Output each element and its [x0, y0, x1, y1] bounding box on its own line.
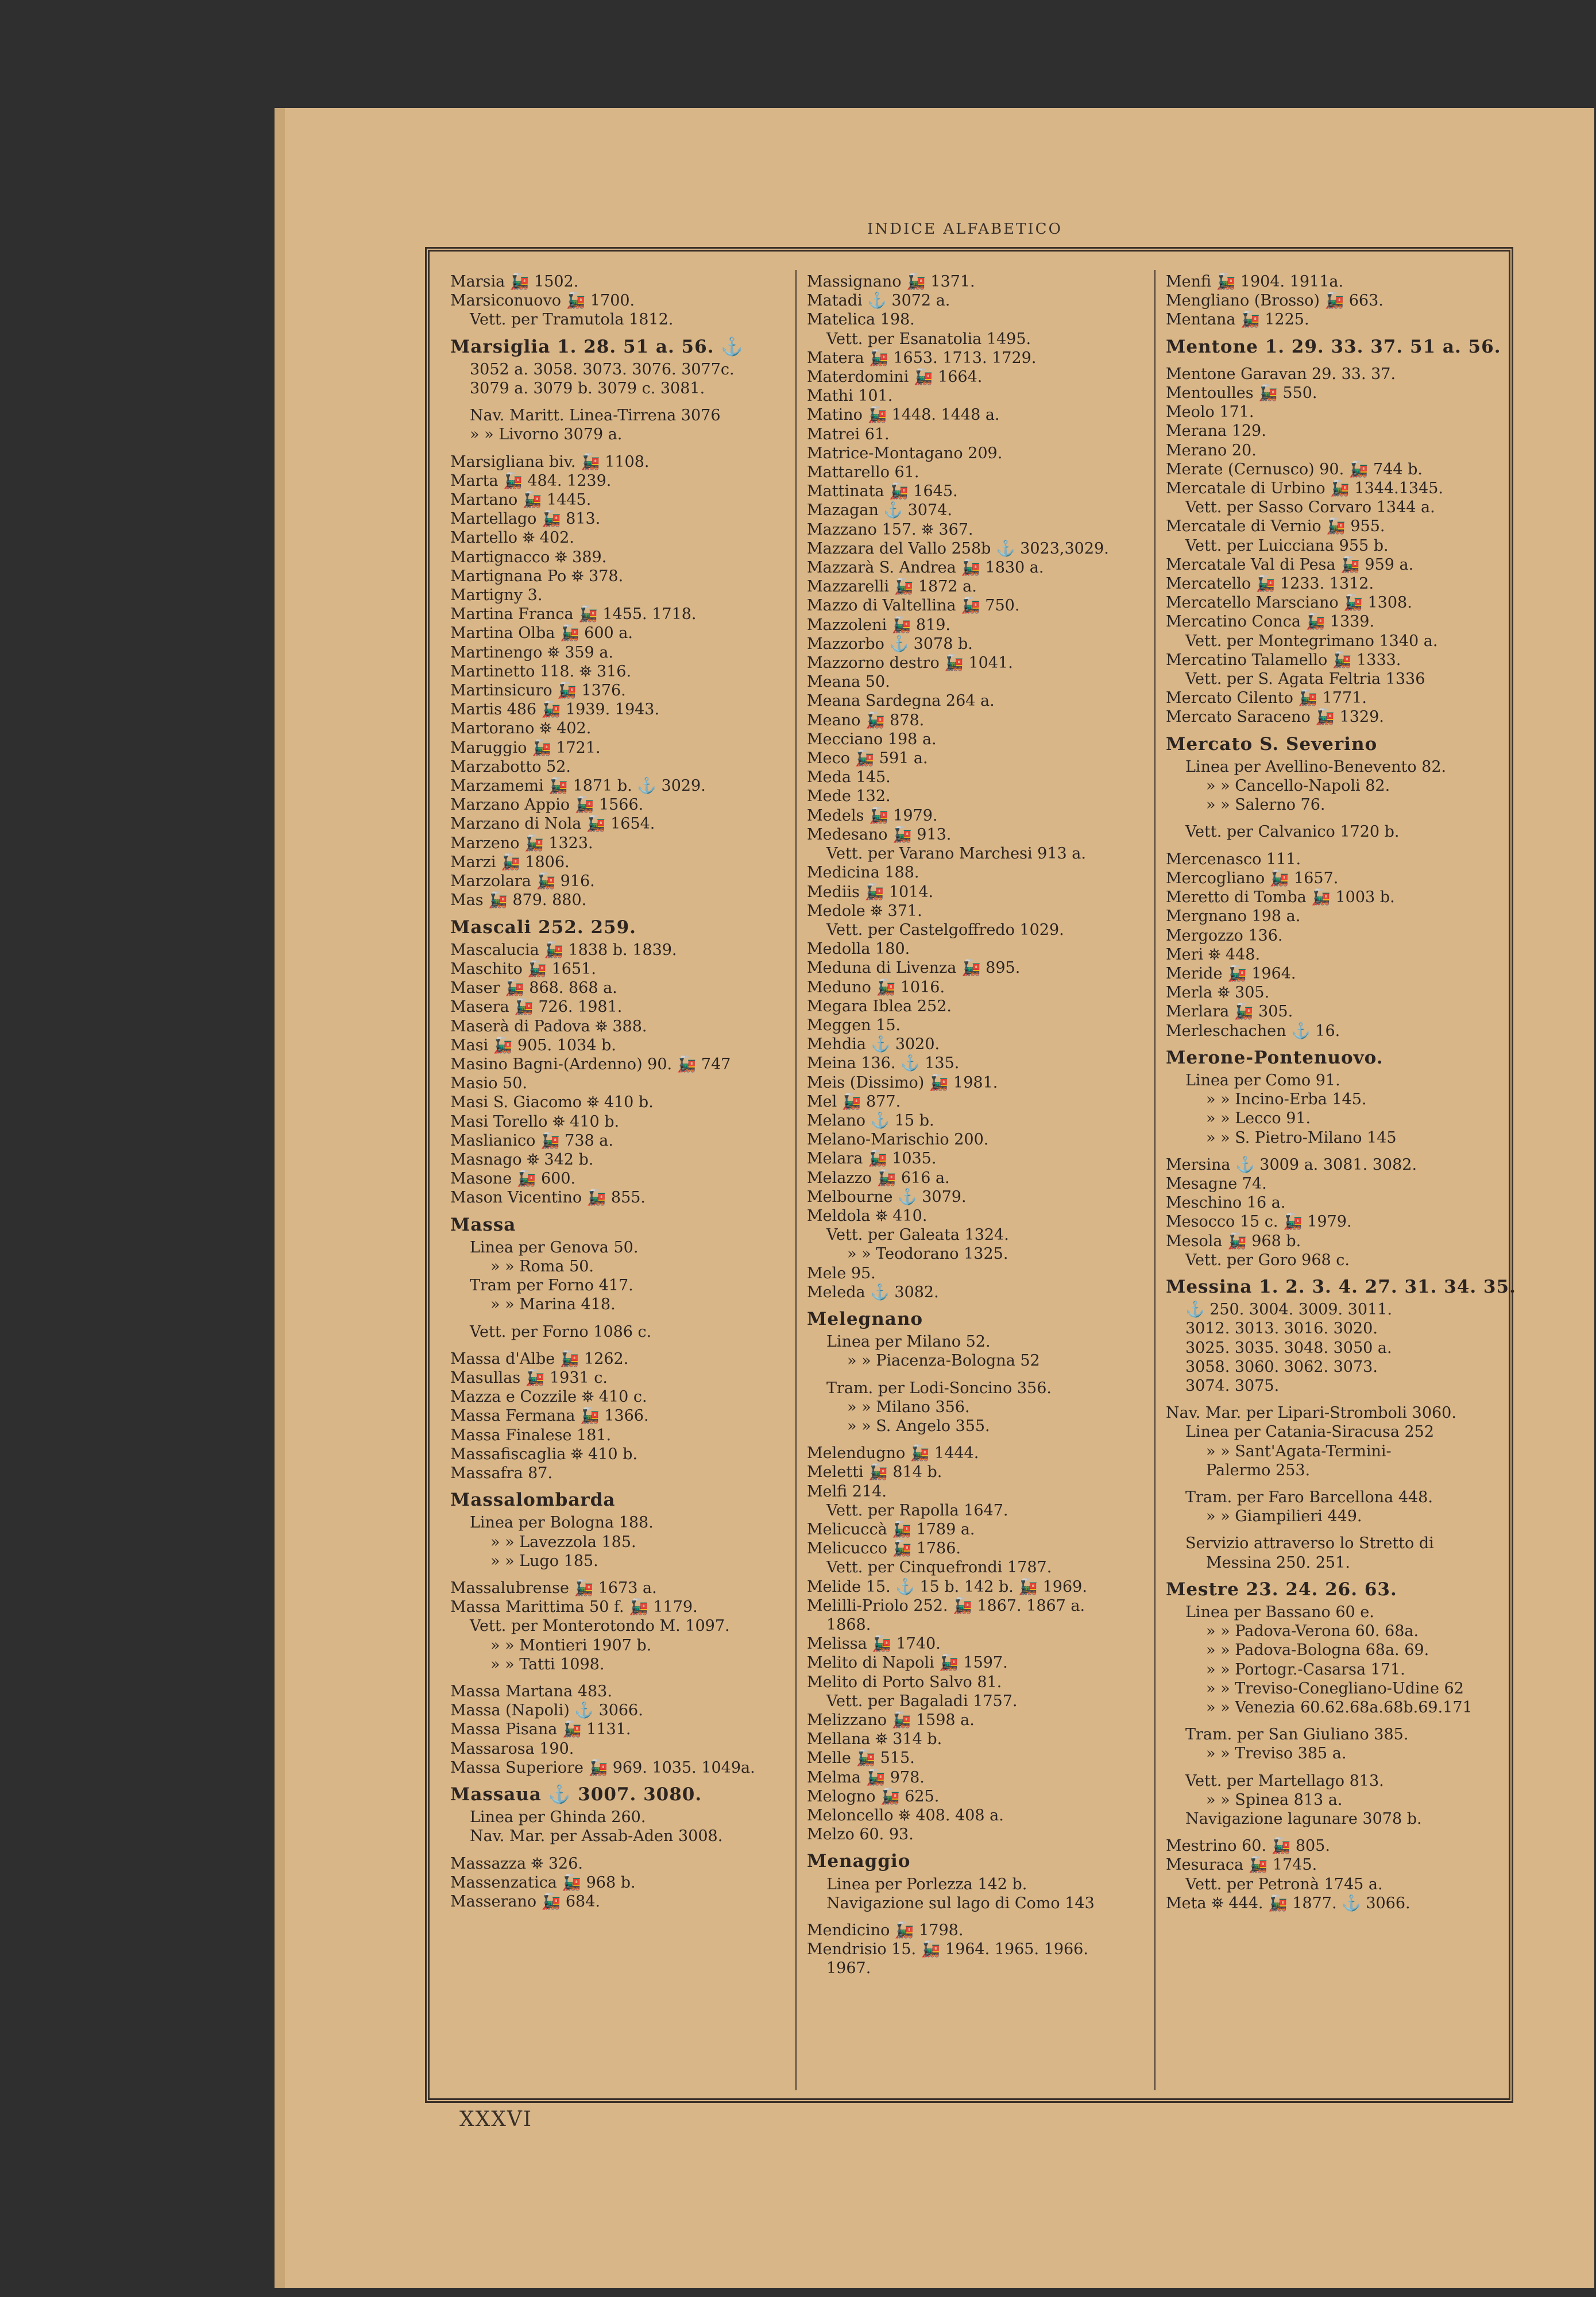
- index-entry: Martinetto 118. ⛯ 316.: [450, 662, 632, 680]
- index-entry: Palermo 253.: [1206, 1461, 1311, 1479]
- index-entry: Meana 50.: [807, 673, 890, 691]
- index-entry: Mazzarà S. Andrea 🚂 1830 a.: [807, 559, 1044, 577]
- index-entry: » » Piacenza-Bologna 52: [847, 1352, 1040, 1370]
- index-heading: Mascali 252. 259.: [450, 917, 636, 938]
- index-heading: Massalombarda: [450, 1490, 616, 1511]
- index-entry: Maslianico 🚂 738 a.: [450, 1131, 613, 1150]
- index-entry: 3025. 3035. 3048. 3050 a.: [1185, 1339, 1392, 1357]
- index-entry: Mercatale di Vernio 🚂 955.: [1166, 517, 1385, 536]
- index-entry: » » Livorno 3079 a.: [470, 426, 623, 444]
- index-entry: » » S. Angelo 355.: [847, 1417, 990, 1435]
- index-entry: Vett. per Varano Marchesi 913 a.: [826, 845, 1086, 863]
- index-entry: Mathi 101.: [807, 387, 893, 405]
- index-entry: » » Lecco 91.: [1206, 1109, 1311, 1128]
- index-entry: Mercatale di Urbino 🚂 1344.1345.: [1166, 479, 1443, 498]
- index-entry: » » Giampilieri 449.: [1206, 1507, 1362, 1526]
- index-entry: Mercogliano 🚂 1657.: [1166, 869, 1339, 887]
- index-entry: 3058. 3060. 3062. 3073.: [1185, 1358, 1378, 1376]
- index-entry: Merla ⛯ 305.: [1166, 984, 1270, 1002]
- index-entry: Melano ⚓ 15 b.: [807, 1111, 934, 1130]
- index-entry: » » Spinea 813 a.: [1206, 1791, 1343, 1809]
- index-entry: Vett. per Tramutola 1812.: [470, 311, 674, 329]
- index-entry: Mercenasco 111.: [1166, 850, 1301, 868]
- index-entry: Mazzarelli 🚂 1872 a.: [807, 578, 977, 596]
- index-entry: Meolo 171.: [1166, 403, 1254, 421]
- index-entry: Martigny 3.: [450, 586, 543, 605]
- index-entry: Matadi ⚓ 3072 a.: [807, 292, 950, 310]
- index-entry: Vett. per Sasso Corvaro 1344 a.: [1185, 498, 1435, 517]
- index-entry: Mazagan ⚓ 3074.: [807, 501, 952, 520]
- index-entry: 3052 a. 3058. 3073. 3076. 3077c.: [470, 360, 735, 378]
- index-entry: Navigazione sul lago di Como 143: [826, 1894, 1095, 1912]
- index-entry: Massazza ⛯ 326.: [450, 1854, 583, 1873]
- index-entry: Melide 15. ⚓ 15 b. 142 b. 🚂 1969.: [807, 1577, 1087, 1596]
- index-entry: Meri ⛯ 448.: [1166, 945, 1261, 964]
- index-entry: Massafiscaglia ⛯ 410 b.: [450, 1445, 638, 1463]
- index-heading: Massa: [450, 1214, 516, 1235]
- column-separator: [795, 270, 797, 2090]
- index-entry: » » Treviso-Conegliano-Udine 62: [1206, 1679, 1464, 1697]
- index-entry: Massignano 🚂 1371.: [807, 273, 975, 291]
- index-heading: Marsiglia 1. 28. 51 a. 56. ⚓: [450, 336, 744, 357]
- index-entry: Vett. per S. Agata Feltria 1336: [1185, 670, 1425, 689]
- index-entry: Melizzano 🚂 1598 a.: [807, 1711, 975, 1730]
- index-entry: Masi Torello ⛯ 410 b.: [450, 1112, 620, 1131]
- index-entry: Masi S. Giacomo ⛯ 410 b.: [450, 1093, 654, 1112]
- index-entry: Melicuccà 🚂 1789 a.: [807, 1521, 975, 1538]
- index-column-2: [807, 272, 1149, 1978]
- index-entry: Meloncello ⛯ 408. 408 a.: [807, 1807, 1004, 1825]
- index-entry: Massa d'Albe 🚂 1262.: [450, 1349, 629, 1368]
- index-entry: Mercatello 🚂 1233. 1312.: [1166, 575, 1374, 593]
- index-entry: Meano 🚂 878.: [807, 711, 925, 729]
- index-entry: Merate (Cernusco) 90. 🚂 744 b.: [1166, 460, 1423, 478]
- index-entry: » » Teodorano 1325.: [847, 1245, 1008, 1263]
- index-entry: Melle 🚂 515.: [807, 1749, 915, 1768]
- index-entry: Materdomini 🚂 1664.: [807, 368, 983, 386]
- index-entry: 3012. 3013. 3016. 3020.: [1185, 1320, 1378, 1338]
- index-entry: Mazzo di Valtellina 🚂 750.: [807, 597, 1020, 615]
- index-entry: Marsigliana biv. 🚂 1108.: [450, 453, 650, 471]
- index-entry: Vett. per Petronà 1745 a.: [1185, 1875, 1383, 1893]
- index-entry: Mengliano (Brosso) 🚂 663.: [1166, 292, 1384, 310]
- index-entry: Mattarello 61.: [807, 463, 919, 482]
- index-entry: Vett. per Luicciana 955 b.: [1185, 536, 1389, 555]
- index-entry: Martello ⛯ 402.: [450, 529, 574, 547]
- index-entry: Meletti 🚂 814 b.: [807, 1463, 942, 1482]
- index-heading: Massaua ⚓ 3007. 3080.: [450, 1784, 702, 1805]
- index-entry: » » Padova-Bologna 68a. 69.: [1206, 1641, 1429, 1660]
- index-entry: Mazzara del Vallo 258b ⚓ 3023,3029.: [807, 539, 1109, 558]
- index-entry: Tram. per Lodi-Soncino 356.: [826, 1379, 1052, 1397]
- index-entry: Meduno 🚂 1016.: [807, 978, 945, 996]
- index-heading: Merone-Pontenuovo.: [1166, 1047, 1384, 1068]
- index-entry: Meda 145.: [807, 768, 891, 787]
- index-entry: Marsia 🚂 1502.: [450, 273, 579, 291]
- index-entry: Mercatale Val di Pesa 🚂 959 a.: [1166, 555, 1414, 574]
- index-entry: Melicucco 🚂 1786.: [807, 1540, 961, 1558]
- index-entry: Mentana 🚂 1225.: [1166, 311, 1309, 329]
- index-entry: Mercatino Talamello 🚂 1333.: [1166, 651, 1401, 669]
- index-entry: Mazzano 157. ⛯ 367.: [807, 520, 973, 539]
- index-entry: Martellago 🚂 813.: [450, 510, 601, 528]
- index-entry: Mattinata 🚂 1645.: [807, 482, 958, 501]
- index-entry: Massa (Napoli) ⚓ 3066.: [450, 1702, 643, 1720]
- index-entry: Masio 50.: [450, 1074, 528, 1093]
- index-entry: Nav. Mar. per Assab-Aden 3008.: [470, 1827, 723, 1846]
- index-entry: Vett. per Cinquefrondi 1787.: [826, 1559, 1052, 1577]
- index-entry: Melara 🚂 1035.: [807, 1150, 937, 1168]
- index-entry: Meana Sardegna 264 a.: [807, 692, 995, 710]
- index-entry: Nav. Mar. per Lipari-Stromboli 3060.: [1166, 1404, 1456, 1422]
- index-entry: Merleschachen ⚓ 16.: [1166, 1022, 1340, 1040]
- index-entry: Melfi 214.: [807, 1482, 887, 1501]
- index-entry: Matino 🚂 1448. 1448 a.: [807, 406, 1000, 424]
- index-entry: 3079 a. 3079 b. 3079 c. 3081.: [470, 380, 705, 398]
- index-entry: » » Salerno 76.: [1206, 796, 1326, 814]
- index-entry: Massarosa 190.: [450, 1739, 574, 1758]
- index-entry: » » Venezia 60.62.68a.68b.69.171: [1206, 1699, 1473, 1717]
- index-entry: » » Marina 418.: [490, 1296, 616, 1314]
- index-entry: Linea per Avellino-Benevento 82.: [1185, 757, 1447, 776]
- index-entry: Mason Vicentino 🚂 855.: [450, 1189, 646, 1207]
- index-entry: Vett. per Castelgoffredo 1029.: [826, 921, 1064, 939]
- index-entry: » » Cancello-Napoli 82.: [1206, 777, 1390, 795]
- index-entry: » » Milano 356.: [847, 1398, 970, 1416]
- index-entry: Mehdia ⚓ 3020.: [807, 1035, 940, 1054]
- index-heading: Menaggio: [807, 1851, 911, 1872]
- index-entry: » » Portogr.-Casarsa 171.: [1206, 1660, 1405, 1679]
- index-entry: Melilli-Priolo 252. 🚂 1867. 1867 a.: [807, 1596, 1085, 1615]
- index-entry: Melzo 60. 93.: [807, 1826, 914, 1844]
- index-entry: Masera 🚂 726. 1981.: [450, 998, 623, 1016]
- index-entry: Mesuraca 🚂 1745.: [1166, 1856, 1317, 1874]
- index-entry: Masullas 🚂 1931 c.: [450, 1368, 608, 1387]
- index-entry: Mazzoleni 🚂 819.: [807, 616, 950, 634]
- index-entry: Tram. per Faro Barcellona 448.: [1185, 1488, 1433, 1506]
- index-entry: Mesocco 15 c. 🚂 1979.: [1166, 1213, 1352, 1231]
- index-entry: Melito di Porto Salvo 81.: [807, 1673, 1002, 1691]
- index-entry: Navigazione lagunare 3078 b.: [1185, 1810, 1422, 1828]
- index-entry: Melbourne ⚓ 3079.: [807, 1188, 967, 1206]
- index-entry: Vett. per Rapolla 1647.: [826, 1501, 1008, 1519]
- index-entry: Martignacco ⛯ 389.: [450, 548, 607, 566]
- index-entry: Melogno 🚂 625.: [807, 1787, 940, 1805]
- index-entry: Vett. per Monterotondo M. 1097.: [470, 1617, 730, 1635]
- index-entry: » » Lugo 185.: [490, 1552, 598, 1570]
- index-entry: Massenzatica 🚂 968 b.: [450, 1873, 636, 1892]
- index-entry: Melissa 🚂 1740.: [807, 1635, 941, 1653]
- index-entry: Merlara 🚂 305.: [1166, 1003, 1293, 1021]
- index-heading: Mercato S. Severino: [1166, 733, 1378, 755]
- index-entry: Maser 🚂 868. 868 a.: [450, 979, 617, 997]
- index-entry: » » Lavezzola 185.: [490, 1533, 636, 1551]
- index-entry: Vett. per Bagaladi 1757.: [826, 1692, 1018, 1710]
- index-entry: Massa Finalese 181.: [450, 1426, 612, 1444]
- index-entry: Linea per Como 91.: [1185, 1071, 1340, 1089]
- index-entry: Martina Olba 🚂 600 a.: [450, 624, 633, 643]
- index-entry: Meta ⛯ 444. 🚂 1877. ⚓ 3066.: [1166, 1894, 1410, 1912]
- index-entry: Massa Pisana 🚂 1131.: [450, 1720, 631, 1739]
- index-entry: Merana 129.: [1166, 422, 1266, 440]
- index-entry: Mellana ⛯ 314 b.: [807, 1730, 942, 1749]
- index-entry: Mergozzo 136.: [1166, 926, 1283, 945]
- index-entry: Medolla 180.: [807, 940, 910, 958]
- index-entry: Mercato Saraceno 🚂 1329.: [1166, 708, 1384, 726]
- index-entry: Megara Iblea 252.: [807, 997, 952, 1015]
- index-entry: Medesano 🚂 913.: [807, 825, 952, 844]
- index-entry: Linea per Catania-Siracusa 252: [1185, 1423, 1435, 1441]
- index-entry: Meis (Dissimo) 🚂 1981.: [807, 1073, 998, 1092]
- index-entry: Mede 132.: [807, 787, 891, 806]
- index-entry: Marzolara 🚂 916.: [450, 872, 595, 891]
- index-entry: Melito di Napoli 🚂 1597.: [807, 1654, 1008, 1672]
- index-entry: Vett. per Galeata 1324.: [826, 1226, 1009, 1244]
- index-entry: Matera 🚂 1653. 1713. 1729.: [807, 349, 1037, 367]
- index-entry: Meretto di Tomba 🚂 1003 b.: [1166, 888, 1395, 907]
- index-entry: 3074. 3075.: [1185, 1376, 1280, 1395]
- index-entry: Matrei 61.: [807, 425, 890, 443]
- index-entry: Massa Fermana 🚂 1366.: [450, 1407, 649, 1425]
- index-entry: Mazza e Cozzile ⛯ 410 c.: [450, 1388, 647, 1406]
- index-heading: Melegnano: [807, 1308, 923, 1329]
- index-entry: Mendicino 🚂 1798.: [807, 1921, 964, 1940]
- index-entry: Linea per Genova 50.: [470, 1238, 639, 1256]
- index-entry: Mediis 🚂 1014.: [807, 883, 934, 901]
- index-entry: Mazzorno destro 🚂 1041.: [807, 654, 1013, 672]
- index-entry: Martorano ⛯ 402.: [450, 720, 592, 738]
- index-entry: Meina 136. ⚓ 135.: [807, 1054, 960, 1073]
- index-entry: Mentone Garavan 29. 33. 37.: [1166, 365, 1396, 383]
- index-entry: Mesagne 74.: [1166, 1174, 1267, 1193]
- index-entry: Marzano Appio 🚂 1566.: [450, 796, 644, 814]
- index-entry: Vett. per Goro 968 c.: [1185, 1251, 1350, 1269]
- index-entry: Meco 🚂 591 a.: [807, 749, 928, 768]
- index-entry: Mendrisio 15. 🚂 1964. 1965. 1966.: [807, 1940, 1088, 1959]
- index-entry: Marta 🚂 484. 1239.: [450, 471, 612, 490]
- index-entry: Servizio attraverso lo Stretto di: [1185, 1534, 1434, 1553]
- index-entry: Martano 🚂 1445.: [450, 491, 592, 509]
- index-entry: Marzeno 🚂 1323.: [450, 834, 593, 852]
- index-entry: Mel 🚂 877.: [807, 1092, 901, 1111]
- index-entry: Medels 🚂 1979.: [807, 806, 938, 825]
- column-separator: [1154, 270, 1156, 2090]
- index-entry: Medole ⛯ 371.: [807, 902, 922, 920]
- index-entry: Melazzo 🚂 616 a.: [807, 1169, 950, 1187]
- index-entry: Menfi 🚂 1904. 1911a.: [1166, 273, 1344, 291]
- index-entry: » » Treviso 385 a.: [1206, 1745, 1347, 1763]
- index-column-3: [1166, 272, 1516, 1913]
- index-entry: Mercatino Conca 🚂 1339.: [1166, 613, 1375, 631]
- index-column-1: [450, 272, 783, 1911]
- index-entry: » » Sant'Agata-Termini-: [1206, 1442, 1392, 1460]
- index-heading: Messina 1. 2. 3. 4. 27. 31. 34. 35.: [1166, 1276, 1516, 1297]
- index-entry: Merano 20.: [1166, 441, 1257, 459]
- index-entry: » » Montieri 1907 b.: [490, 1636, 652, 1654]
- index-entry: Matelica 198.: [807, 311, 915, 329]
- index-entry: Meride 🚂 1964.: [1166, 964, 1296, 983]
- index-entry: ⚓ 250. 3004. 3009. 3011.: [1185, 1301, 1392, 1319]
- index-entry: Mecciano 198 a.: [807, 730, 937, 748]
- index-entry: Marzi 🚂 1806.: [450, 853, 570, 871]
- page-number: XXXVI: [459, 2107, 533, 2131]
- index-entry: Massalubrense 🚂 1673 a.: [450, 1579, 657, 1597]
- index-entry: 1868.: [826, 1616, 871, 1634]
- index-entry: Masino Bagni-(Ardenno) 90. 🚂 747: [450, 1055, 731, 1073]
- index-entry: Vett. per Esanatolia 1495.: [826, 330, 1031, 348]
- index-entry: Melano-Marischio 200.: [807, 1131, 989, 1149]
- index-entry: Maschito 🚂 1651.: [450, 960, 596, 978]
- index-entry: Martina Franca 🚂 1455. 1718.: [450, 605, 697, 624]
- index-entry: Masone 🚂 600.: [450, 1170, 576, 1188]
- index-entry: Linea per Ghinda 260.: [470, 1808, 646, 1827]
- index-entry: Martinsicuro 🚂 1376.: [450, 682, 626, 700]
- index-entry: Massa Martana 483.: [450, 1683, 612, 1701]
- index-entry: Mentoulles 🚂 550.: [1166, 384, 1317, 403]
- index-entry: Mesola 🚂 968 b.: [1166, 1232, 1301, 1250]
- index-entry: Vett. per Martellago 813.: [1185, 1772, 1384, 1790]
- index-heading: Mestre 23. 24. 26. 63.: [1166, 1579, 1397, 1600]
- index-entry: Meldola ⛯ 410.: [807, 1206, 928, 1225]
- index-entry: Meleda ⚓ 3082.: [807, 1283, 939, 1301]
- index-entry: Marsiconuovo 🚂 1700.: [450, 292, 635, 310]
- index-entry: Marzamemi 🚂 1871 b. ⚓ 3029.: [450, 777, 706, 795]
- index-entry: Melma 🚂 978.: [807, 1768, 925, 1786]
- index-entry: Vett. per Forno 1086 c.: [470, 1322, 652, 1341]
- index-entry: Martis 486 🚂 1939. 1943.: [450, 701, 660, 719]
- index-entry: Linea per Milano 52.: [826, 1333, 991, 1351]
- page-header: INDICE ALFABETICO: [867, 221, 1062, 238]
- index-entry: Massa Marittima 50 f. 🚂 1179.: [450, 1598, 698, 1617]
- index-entry: Mas 🚂 879. 880.: [450, 891, 587, 910]
- index-entry: Meduna di Livenza 🚂 895.: [807, 959, 1021, 977]
- index-entry: Mergnano 198 a.: [1166, 907, 1301, 926]
- index-entry: Mercato Cilento 🚂 1771.: [1166, 689, 1367, 707]
- index-entry: » » Padova-Verona 60. 68a.: [1206, 1622, 1419, 1641]
- index-entry: Martinengo ⛯ 359 a.: [450, 643, 613, 662]
- index-entry: Maserà di Padova ⛯ 388.: [450, 1017, 647, 1035]
- index-entry: Meschino 16 a.: [1166, 1194, 1286, 1212]
- index-entry: Linea per Bologna 188.: [470, 1514, 654, 1532]
- index-entry: Nav. Maritt. Linea-Tirrena 3076: [470, 407, 721, 425]
- index-entry: Mele 95.: [807, 1264, 876, 1282]
- index-entry: Medicina 188.: [807, 864, 919, 882]
- index-entry: Mestrino 60. 🚂 805.: [1166, 1837, 1330, 1855]
- index-entry: Massafra 87.: [450, 1464, 553, 1482]
- index-entry: Massa Superiore 🚂 969. 1035. 1049a.: [450, 1758, 755, 1777]
- index-entry: Mascalucia 🚂 1838 b. 1839.: [450, 941, 677, 959]
- index-entry: » » Incino-Erba 145.: [1206, 1091, 1367, 1109]
- index-entry: Melendugno 🚂 1444.: [807, 1444, 979, 1463]
- index-entry: Matrice-Montagano 209.: [807, 444, 1003, 462]
- index-entry: Masi 🚂 905. 1034 b.: [450, 1036, 616, 1054]
- index-entry: Marzano di Nola 🚂 1654.: [450, 815, 655, 833]
- index-entry: Vett. per Montegrimano 1340 a.: [1185, 632, 1438, 650]
- index-entry: Masnago ⛯ 342 b.: [450, 1150, 594, 1169]
- index-entry: Mersina ⚓ 3009 a. 3081. 3082.: [1166, 1155, 1417, 1174]
- index-entry: Messina 250. 251.: [1206, 1553, 1350, 1572]
- index-entry: 1967.: [826, 1959, 871, 1978]
- index-entry: Vett. per Calvanico 1720 b.: [1185, 823, 1400, 841]
- index-entry: » » Roma 50.: [490, 1257, 594, 1275]
- index-entry: Mazzorbo ⚓ 3078 b.: [807, 635, 973, 653]
- index-entry: Martignana Po ⛯ 378.: [450, 567, 624, 585]
- index-entry: Tram. per San Giuliano 385.: [1185, 1726, 1409, 1744]
- index-entry: Marzabotto 52.: [450, 757, 571, 776]
- index-heading: Mentone 1. 29. 33. 37. 51 a. 56.: [1166, 336, 1501, 357]
- index-entry: Tram per Forno 417.: [470, 1277, 633, 1295]
- index-entry: Mercatello Marsciano 🚂 1308.: [1166, 594, 1412, 612]
- index-entry: Meggen 15.: [807, 1016, 901, 1034]
- index-entry: Masserano 🚂 684.: [450, 1893, 600, 1911]
- index-entry: Maruggio 🚂 1721.: [450, 738, 601, 757]
- index-entry: » » Tatti 1098.: [490, 1655, 605, 1673]
- index-entry: Linea per Bassano 60 e.: [1185, 1603, 1374, 1621]
- index-entry: » » S. Pietro-Milano 145: [1206, 1128, 1397, 1147]
- index-entry: Linea per Porlezza 142 b.: [826, 1875, 1027, 1893]
